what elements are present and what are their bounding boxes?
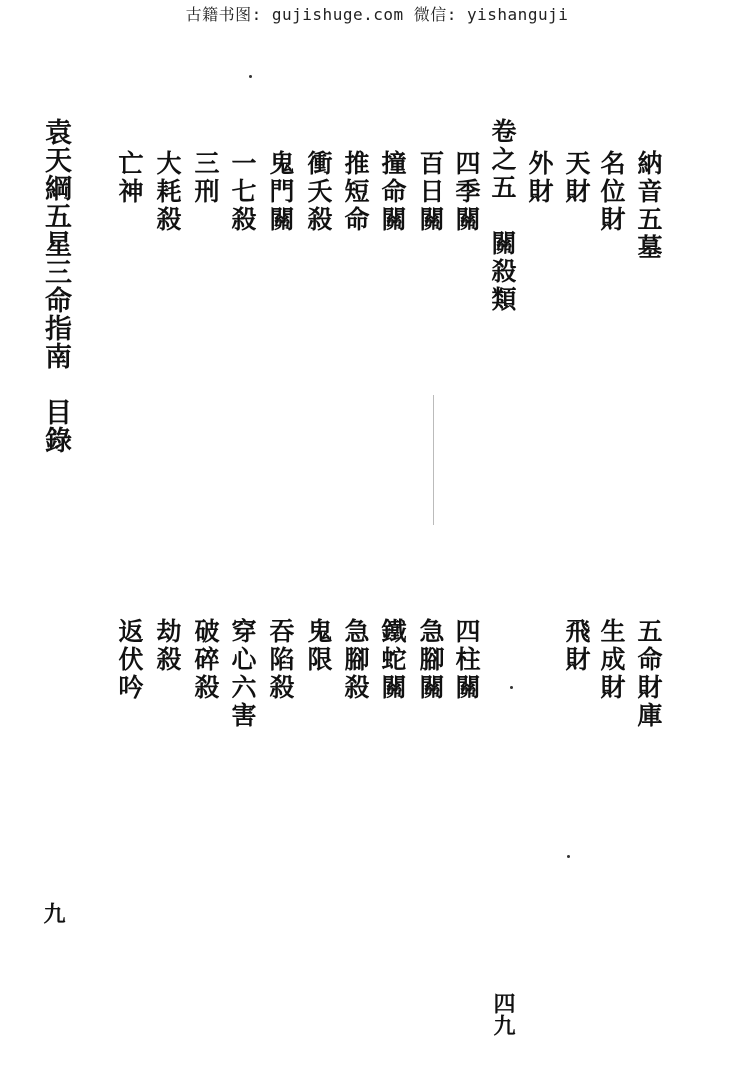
- entry-top: 百日關: [416, 150, 445, 234]
- entry-top: 撞命關: [378, 150, 407, 234]
- book-title: 袁天綱五星三命指南 目錄: [40, 118, 71, 454]
- entry-bottom: 生成財: [597, 618, 626, 702]
- scan-speck: [249, 75, 252, 78]
- entry-bottom: 破碎殺: [191, 618, 220, 702]
- entry-top: 外財: [525, 150, 554, 206]
- entry-top: 天財: [562, 150, 591, 206]
- chapter-heading: 卷之五 關殺類: [488, 118, 517, 314]
- scan-speck: [510, 686, 513, 689]
- entry-top: 衝夭殺: [304, 150, 333, 234]
- watermark-header: 古籍书图: gujishuge.com 微信: yishanguji: [185, 5, 569, 24]
- entry-top: 四季關: [452, 150, 481, 234]
- entry-bottom: 五命財庫: [634, 618, 663, 730]
- entry-top: 三刑: [191, 150, 220, 206]
- entry-top: 名位財: [597, 150, 626, 234]
- entry-bottom: 返伏吟: [115, 618, 144, 702]
- entry-bottom: 急腳殺: [341, 618, 370, 702]
- scan-speck: [567, 855, 570, 858]
- page-number-left: 九: [40, 902, 66, 924]
- gutter-line: [433, 395, 434, 525]
- entry-bottom: 吞陷殺: [266, 618, 295, 702]
- entry-bottom: 鬼限: [304, 618, 333, 674]
- entry-bottom: 急腳關: [416, 618, 445, 702]
- page-number-right: 四九: [490, 992, 516, 1036]
- entry-top: 鬼門關: [266, 150, 295, 234]
- entry-bottom: 鐵蛇關: [378, 618, 407, 702]
- entry-top: 納音五墓: [634, 150, 663, 262]
- entry-bottom: 劫殺: [153, 618, 182, 674]
- entry-top: 一七殺: [228, 150, 257, 234]
- entry-top: 大耗殺: [153, 150, 182, 234]
- entry-bottom: 四柱關: [452, 618, 481, 702]
- entry-bottom: 穿心六害: [228, 618, 257, 730]
- entry-top: 亡神: [115, 150, 144, 206]
- entry-top: 推短命: [341, 150, 370, 234]
- entry-bottom: 飛財: [562, 618, 591, 674]
